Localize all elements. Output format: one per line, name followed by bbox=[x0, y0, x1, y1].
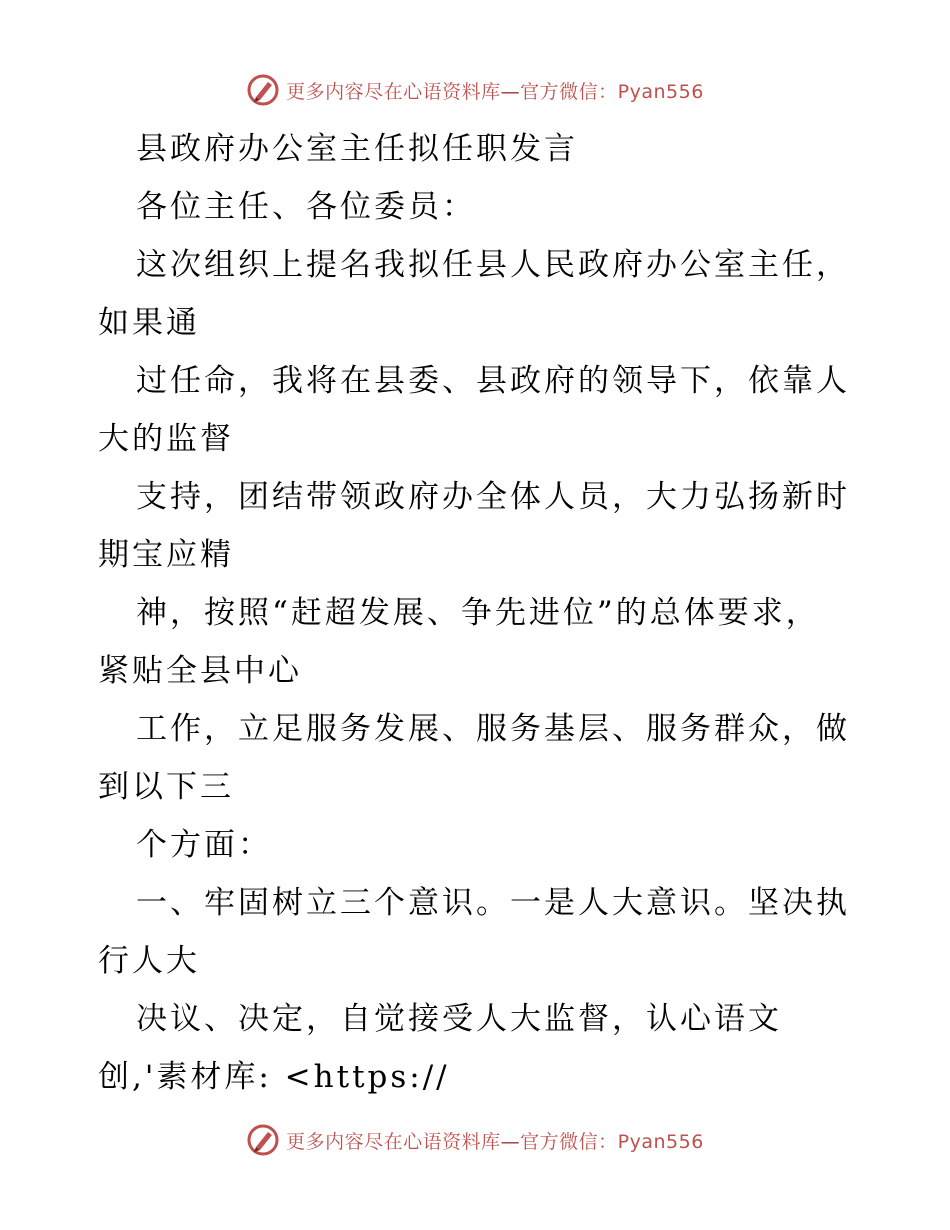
watermark-text: 更多内容尽在心语资料库—官方微信：Pyan556 bbox=[286, 1130, 704, 1153]
watermark-banner-top bbox=[0, 70, 950, 110]
watermark-text: 更多内容尽在心语资料库—官方微信：Pyan556 bbox=[286, 80, 704, 103]
text-line: 创,'素材库: <https:// bbox=[98, 1059, 450, 1095]
text-line: 决议、决定，自觉接受人大监督，认心语文 bbox=[136, 1001, 782, 1037]
text-line: 支持，团结带领政府办全体人员，大力弘扬新时 bbox=[136, 479, 850, 515]
text-line: 行人大 bbox=[98, 943, 200, 979]
document-body bbox=[98, 120, 858, 1106]
text-line: 各位主任、各位委员： bbox=[136, 189, 476, 225]
pen-logo-icon bbox=[246, 1123, 280, 1157]
text-line: 神，按照“赶超发展、争先进位”的总体要求， bbox=[136, 595, 820, 631]
text-line: 到以下三 bbox=[98, 769, 234, 805]
text-line: 紧贴全县中心 bbox=[98, 653, 302, 689]
pen-logo-icon bbox=[246, 73, 280, 107]
text-line: 一、牢固树立三个意识。一是人大意识。坚决执 bbox=[136, 885, 850, 921]
watermark-banner-bottom bbox=[0, 1120, 950, 1160]
text-line: 如果通 bbox=[98, 305, 200, 341]
text-line: 大的监督 bbox=[98, 421, 234, 457]
text-line: 工作，立足服务发展、服务基层、服务群众，做 bbox=[136, 711, 850, 747]
text-line: 期宝应精 bbox=[98, 537, 234, 573]
text-line: 这次组织上提名我拟任县人民政府办公室主任， bbox=[136, 247, 850, 283]
text-line: 过任命，我将在县委、县政府的领导下，依靠人 bbox=[136, 363, 850, 399]
text-line: 个方面： bbox=[136, 827, 272, 863]
text-line: 县政府办公室主任拟任职发言 bbox=[136, 131, 578, 167]
